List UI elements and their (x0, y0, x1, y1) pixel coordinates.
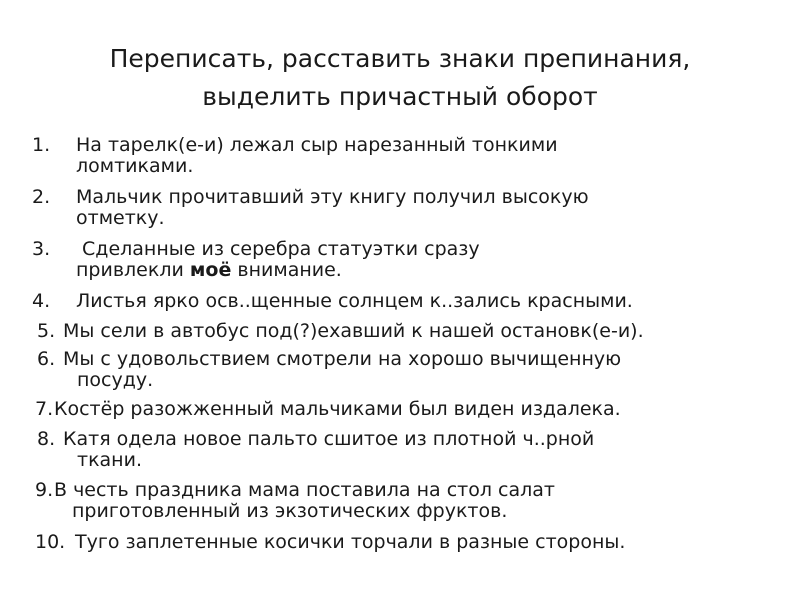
item-text-line: ткани. (77, 449, 142, 471)
item-text-line: посуду. (77, 369, 154, 391)
item-number: 2. (32, 186, 51, 208)
item-text-line: Туго заплетенные косички торчали в разные стороны. (75, 531, 626, 553)
item-number: 6. (37, 348, 56, 370)
item-text-line: отметку. (76, 207, 165, 229)
item-number: 7. (35, 398, 54, 420)
slide-title (60, 40, 740, 116)
item-text-line: В честь праздника мама поставила на стол салат (54, 479, 555, 501)
item-number: 10. (35, 531, 66, 553)
item-text-line: Костёр разожженный мальчиками был виден издалека. (54, 398, 621, 420)
title-line-1: Переписать, расставить знаки препинания, (109, 44, 691, 73)
item-text-line (76, 260, 480, 281)
title-line-2: выделить причастный оборот (202, 82, 598, 111)
item-text-line: Катя одела новое пальто сшитое из плотной ч..рной (63, 428, 595, 450)
item-text-line: приготовленный из экзотических фруктов. (72, 500, 508, 522)
item-text-line: На тарелк(е-и) лежал сыр нарезанный тонкими (76, 134, 558, 156)
item-number: 4. (32, 290, 51, 312)
item-number: 3. (32, 238, 51, 260)
item-text-line: Сделанные из серебра статуэтки сразу (76, 238, 480, 260)
item-number: 1. (32, 134, 51, 156)
item-text-part: внимание. (231, 259, 342, 281)
item-text-line: ломтиками. (76, 155, 194, 177)
item-text-line: Мы с удовольствием смотрели на хорошо вычищенную (63, 348, 622, 370)
item-text-line: Мы сели в автобус под(?)ехавший к нашей остановк(е-и). (63, 320, 644, 342)
item-text-line: Мальчик прочитавший эту книгу получил высокую (76, 186, 589, 208)
item-number: 5. (37, 320, 56, 342)
item-text-line: Листья ярко осв..щенные солнцем к..зались красными. (76, 290, 633, 312)
item-text-bold: моё (189, 259, 232, 281)
item-number: 8. (37, 428, 56, 450)
item-text-part: привлекли (76, 259, 190, 281)
item-number: 9. (35, 479, 54, 501)
